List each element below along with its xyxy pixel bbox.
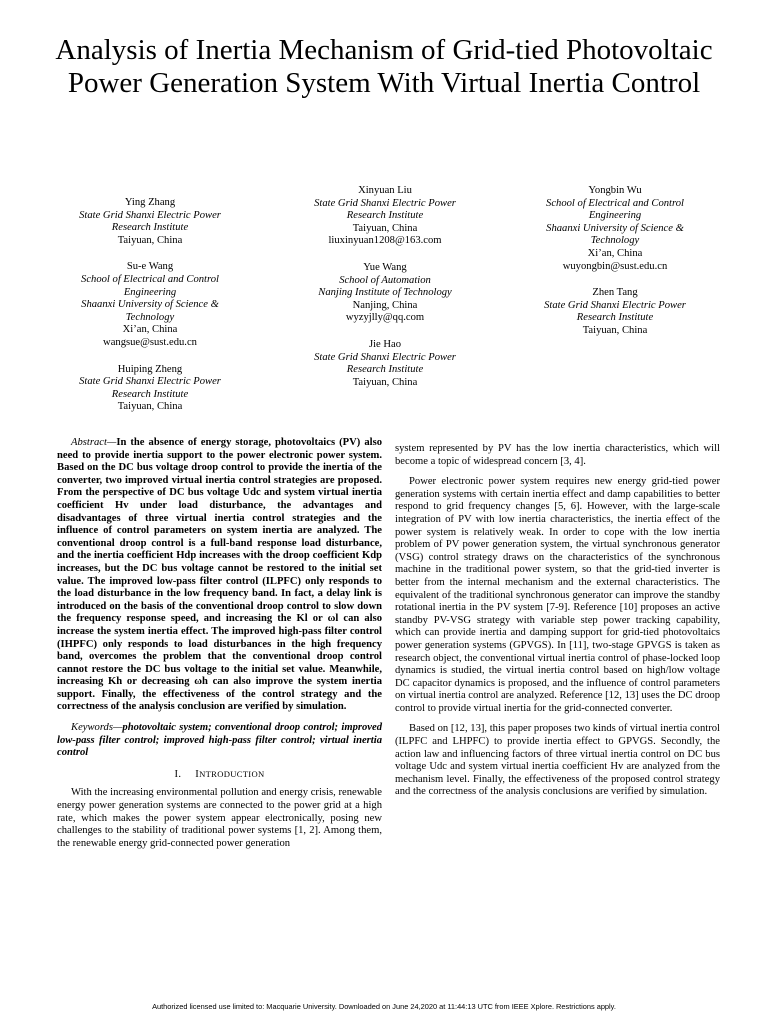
author-location: Taiyuan, China <box>117 234 183 246</box>
author-column-left <box>55 197 245 428</box>
section-number: I. <box>174 768 182 780</box>
abstract <box>57 437 382 714</box>
author-affiliation: Engineering <box>123 286 177 298</box>
author-location: Nanjing, China <box>352 299 418 311</box>
author-block <box>55 261 245 349</box>
author-email: liuxinyuan1208@163.com <box>328 235 442 247</box>
intro-paragraph-2: Power electronic power system requires new energy grid-tied power generation systems with certain inertia effect and damp capabilities to better respond to grid frequency changes [5, 6]. However, with the large-scale integration of PV with low inertia characteristics, the inertia effect of the power system is relatively weak. In order to cope with the low inertia problem of PV power generation system, the virtual synchronous generator (VSG) control strategy draws on the characteristics of the synchronous machine in the traditional power system, so that the grid-tied inverter is better from the internal mechanism and the external characteristics. The equivalent of the traditional synchronous generator can improve the standby rotational inertia in the PV system [7-9]. Reference [10] proposes an active standby PV-VSG strategy with variable step power tracking capability, which can provide inertia and damping support for grid-tied photovoltaics power generation systems (GPVGS). In [11], two-stage GPVGS is taken as research object, the conventional virtual inertia control of phase-locked loop dynamics is studied, the virtual inertia control based on high/low voltage DC capacitor dynamics is proposed, and the influence of control parameters on virtual inertia control are analyzed. Reference [12, 13] uses the DC droop control to provide virtual inertia for the grid-connected converter. <box>395 476 720 714</box>
abstract-lead: Abstract— <box>71 437 117 448</box>
author-email: wyzyjlly@qq.com <box>345 312 425 324</box>
author-block <box>55 197 245 247</box>
author-email: wuyongbin@sust.edu.cn <box>562 260 668 272</box>
author-name: Zhen Tang <box>592 287 638 299</box>
section-title-rest: NTRODUCTION <box>199 768 265 779</box>
author-location: Xi’an, China <box>122 324 178 336</box>
author-affiliation: State Grid Shanxi Electric Power <box>314 351 456 363</box>
author-affiliation: Research Institute <box>111 222 189 234</box>
paper-title: Analysis of Inertia Mechanism of Grid-tied Photovoltaic Power Generation System With Virtual Inertia Control <box>55 34 713 99</box>
author-affiliation: Technology <box>125 311 175 323</box>
author-location: Taiyuan, China <box>352 222 418 234</box>
author-block <box>290 262 480 325</box>
author-block <box>55 364 245 414</box>
author-affiliation: State Grid Shanxi Electric Power <box>314 197 456 209</box>
author-affiliation: State Grid Shanxi Electric Power <box>544 299 686 311</box>
section-title-first-letter: I <box>195 768 200 780</box>
author-name: Yongbin Wu <box>588 185 642 196</box>
author-column-middle <box>290 185 480 403</box>
keywords-lead: Keywords— <box>71 722 123 734</box>
author-column-right <box>520 185 710 352</box>
intro-paragraph-1: With the increasing environmental pollution and energy crisis, renewable energy power generation systems are connected to the power grid at a high rate, which makes the power system appear electronically, posing new challenges to the stability of traditional power systems [1, 2]. Among them, the renewable energy grid-connected power generation <box>57 787 382 849</box>
section-heading-introduction <box>57 768 382 782</box>
author-affiliation: Research Institute <box>346 364 424 376</box>
author-email: wangsue@sust.edu.cn <box>103 336 197 348</box>
author-block <box>520 185 710 273</box>
author-name: Huiping Zheng <box>117 363 183 375</box>
author-location: Taiyuan, China <box>582 324 648 336</box>
author-affiliation: State Grid Shanxi Electric Power <box>79 376 221 388</box>
author-affiliation: School of Electrical and Control <box>546 197 684 209</box>
author-name: Jie Hao <box>368 338 402 350</box>
author-affiliation: Shaanxi University of Science & <box>81 299 219 311</box>
intro-paragraph-3: Based on [12, 13], this paper proposes two kinds of virtual inertia control (ILPFC and LHPFC) to provide inertia effect to GPVGS. Secondly, the action law and influencing factors of three virtual inertia control on DC bus voltage Udc and system virtual inertia coefficient Hv are analyzed from the mechanism level. Finally, the effectiveness of the proposed control strategy and the correctness of the analysis conclusions are verified by simulation. <box>395 723 720 798</box>
author-affiliation: Shaanxi University of Science & <box>546 222 684 234</box>
author-name: Yue Wang <box>363 261 407 273</box>
author-block <box>290 339 480 389</box>
author-affiliation: Research Institute <box>111 388 189 400</box>
author-block <box>290 185 480 248</box>
author-affiliation: Research Institute <box>346 210 424 222</box>
keywords <box>57 722 382 760</box>
author-name: Su-e Wang <box>126 261 174 273</box>
intro-paragraph-continued: system represented by PV has the low inertia characteristics, which will become a topic of widespread concern [3, 4]. <box>395 443 720 467</box>
author-name: Ying Zhang <box>124 197 176 208</box>
author-name: Xinyuan Liu <box>358 185 412 196</box>
author-affiliation: School of Automation <box>339 274 431 286</box>
author-location: Xi’an, China <box>587 247 643 259</box>
body-column-right <box>395 443 720 807</box>
author-location: Taiyuan, China <box>117 401 183 413</box>
author-affiliation: Technology <box>590 235 640 247</box>
author-affiliation: Research Institute <box>576 312 654 324</box>
author-affiliation: Engineering <box>588 210 642 222</box>
abstract-text: In the absence of energy storage, photovoltaics (PV) also need to provide inertia support to the power electronic power system. Based on the DC bus voltage droop control to provide the inertia of the converter, two improved virtual inertia control strategies are proposed. From the perspective of DC bus voltage Udc and system virtual inertia coefficient Hv under load disturbance, the advantages and disadvantages of three virtual inertia control strategies and the influence of control parameters on system inertia are analyzed. The conventional droop control is a full-band response load disturbance, and the inertia coefficient Hdp increases with the droop coefficient Kdp increases, but the DC bus voltage cannot be restored to the initial set value. The improved low-pass filter control (ILPFC) only responds to the load disturbance in the low frequency band. In fact, a delay link is introduced on the basis of the conventional droop control to slow down the frequency response speed, and increasing the Kl or ωl can also increase the system inertia effect. The improved high-pass filter control (IHPFC) only responds to load disturbances in the high frequency band, overcomes the problem that the conventional droop control cannot restore the DC bus voltage to the initial set value. Meanwhile, increasing Kh or decreasing ωh can also improve the system inertia support. Finally, the effectiveness of the control strategy and the correctness of the analysis conclusion are verified by simulation. <box>57 437 382 713</box>
body-column-left <box>57 437 382 858</box>
author-affiliation: School of Electrical and Control <box>81 273 219 285</box>
author-location: Taiyuan, China <box>352 376 418 388</box>
footer-license-notice: Authorized licensed use limited to: Macquarie University. Downloaded on June 24,2020 at 11:44:13 UTC from IEEE Xplore. Restrictions apply. <box>152 1002 616 1011</box>
author-affiliation: State Grid Shanxi Electric Power <box>79 209 221 221</box>
author-affiliation: Nanjing Institute of Technology <box>318 287 452 299</box>
author-block <box>520 287 710 337</box>
keywords-text: photovoltaic system; conventional droop control; improved low-pass filter control; improved high-pass filter control; virtual inertia control <box>57 722 382 759</box>
